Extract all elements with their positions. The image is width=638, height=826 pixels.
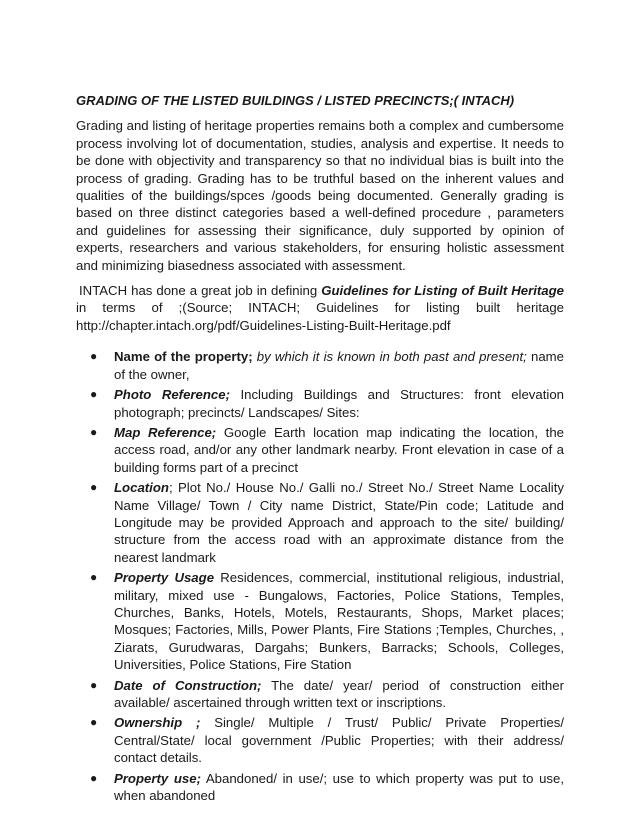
intro-paragraph: Grading and listing of heritage properties remains both a complex and cumbersome process involving lot of documentation, studies, analysis and expertise. It needs to be done with objectivity and transparency so that no individual bias is built into the process of grading. Grading has to be truthful based on the inherent values and qualities of the buildings/spces /goods being documented. Generally grading is based on three distinct categories based a well-defined procedure , parameters and guidelines for assessing their significance, duly supported by opinion of experts, researchers and various stakeholders, for ensuring holistic assessment and minimizing biasedness associated with assessment. [76, 118, 564, 273]
item-label: Name of the property; [114, 349, 253, 365]
item-text: The date/ year/ period of construction either available/ ascertained through written text or inscriptions. [114, 677, 564, 710]
list-item [76, 348, 564, 383]
bullet-icon: ● [90, 349, 98, 364]
bullet-icon: ● [90, 570, 98, 585]
property-attribute-list [76, 348, 564, 804]
list-item [76, 770, 564, 805]
item-label: Property Usage [114, 570, 215, 586]
item-label: Location [114, 480, 169, 496]
item-label: Photo Reference; [114, 387, 230, 403]
list-item [76, 714, 564, 766]
item-label: Ownership ; [114, 715, 201, 731]
bullet-icon: ● [90, 480, 98, 495]
item-text: by which it is known in both past and present; [252, 349, 527, 365]
item-text: Single/ Multiple / Trust/ Public/ Private Properties/ Central/State/ local government /Public Properties; with their address/ contact details. [114, 715, 564, 766]
item-text: Google Earth location map indicating the location, the access road, and/or any other landmark nearby. Front elevation in case of a building forms part of a precinct [114, 424, 564, 475]
bullet-icon: ● [90, 387, 98, 402]
section-heading: GRADING OF THE LISTED BUILDINGS / LISTED PRECINCTS;( INTACH) [76, 93, 515, 108]
item-text: ; Plot No./ House No./ Galli no./ Street No./ Street Name Locality Name Village/ Town / City name District, State/Pin code; Latitude and Longitude may be provided Approach and approach to the site/ building/ structure from the access road with an approximate distance from the nearest landmark [114, 480, 564, 565]
list-item [76, 386, 564, 421]
list-item [76, 677, 564, 712]
item-tail: name of the owner, [114, 349, 565, 382]
intach-paragraph [76, 282, 564, 334]
list-item [76, 424, 564, 476]
list-item [76, 569, 564, 673]
list-item [76, 479, 564, 566]
item-label: Map Reference; [114, 424, 217, 440]
guidelines-title: Guidelines for Listing of Built Heritage [321, 283, 564, 299]
item-text: Residences, commercial, institutional religious, industrial, military, mixed use - Bungalows, Factories, Police Stations, Temples, Churches, Banks, Hotels, Motels, Restaurants, Shops, Market places; Mosques; Factories, Mills, Power Plants, Fire Stations ;Temples, Churches, , Ziarats, Gurudwaras, Dargahs; Bunkers, Barracks; Schools, Colleges, Universities, Police Stations, Fire Station [114, 570, 564, 673]
bullet-icon: ● [90, 715, 98, 730]
item-text: Including Buildings and Structures: front elevation photograph; precincts/ Landscapes/ Sites: [114, 387, 564, 420]
item-text: Abandoned/ in use/; use to which property was put to use, when abandoned [114, 770, 564, 804]
document-page [76, 92, 564, 807]
item-label: Date of Construction; [114, 677, 262, 693]
bullet-icon: ● [90, 677, 98, 692]
bullet-icon: ● [90, 424, 98, 439]
item-label: Property use; [114, 770, 201, 786]
intach-paragraph-post: in terms of ;(Source; INTACH; Guidelines for listing built heritage http://chapter.intach.org/pdf/Guidelines-Listing-Built-Heritage.pdf [76, 300, 564, 333]
bullet-icon: ● [90, 770, 98, 785]
intach-paragraph-pre: INTACH has done a great job in defining [79, 283, 322, 299]
